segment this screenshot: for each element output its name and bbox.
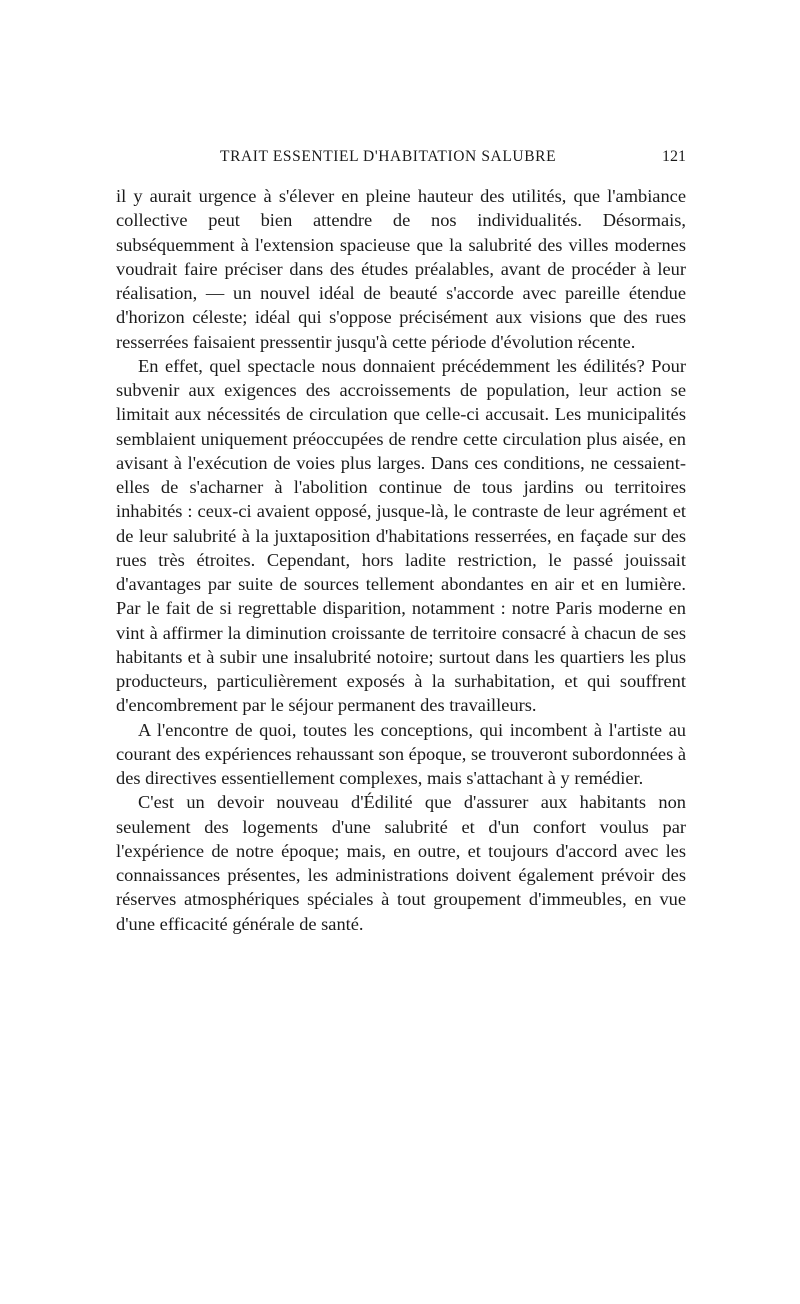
paragraph-continuation: il y aurait urgence à s'élever en pleine hauteur des utilités, que l'ambiance collective peut bien attendre de nos individualités. Désormais, subséquemment à l'extension spacieuse que la salubrité des villes modernes voudrait faire préciser dans des études préalables, avant de procéder à leur réalisation, — un nouvel idéal de beauté s'accorde avec pareille étendue d'horizon céleste; idéal qui s'oppose précisément aux visions que des rues resserrées faisaient pressentir jusqu'à cette période d'évolution récente. — [116, 186, 686, 352]
running-head — [116, 148, 686, 172]
running-title: TRAIT ESSENTIEL D'HABITATION SALUBRE — [220, 148, 557, 165]
paragraph-edilites: En effet, quel spectacle nous donnaient précédemment les édilités? Pour subvenir aux exigences des accroissements de population, leur action se limitait aux nécessités de circulation que celle-ci accusait. Les municipalités semblaient uniquement préoccupées de rendre cette circulation plus aisée, en avisant à l'exécution de voies plus larges. Dans ces conditions, ne cessaient-elles de s'acharner à l'abolition continue de tous jardins ou territoires inhabités : ceux-ci avaient opposé, jusque-là, le contraste de leur agrément et de leur salubrité à la juxtaposition d'habitations resserrées, en façade sur des rues très étroites. Cependant, hors ladite restriction, le passé jouissait d'avantages par suite de sources tellement abondantes en air et en lumière. Par le fait de si regrettable disparition, notamment : notre Paris moderne en vint à affirmer la diminution croissante de territoire consacré à chacun de ses habitants et à subir une insalubrité notoire; surtout dans les quartiers les plus producteurs, particulièrement exposés à la surhabitation, et qui souffrent d'encombrement par le séjour permanent des travailleurs. — [116, 355, 686, 716]
body-text — [116, 184, 686, 936]
paragraph-artiste: A l'encontre de quoi, toutes les conceptions, qui incombent à l'artiste au courant des expériences rehaussant son époque, se trouveront subordonnées à des directives essentiellement complexes, mais s'attachant à y remédier. — [116, 719, 686, 788]
paragraph-devoir: C'est un devoir nouveau d'Édilité que d'assurer aux habitants non seulement des logements d'une salubrité et d'un confort voulus par l'expérience de notre époque; mais, en outre, et toujours d'accord avec les connaissances présentes, les administrations doivent également prévoir des réserves atmosphériques spéciales à tout groupement d'immeubles, en vue d'une efficacité générale de santé. — [116, 792, 686, 934]
page-number: 121 — [662, 148, 686, 165]
